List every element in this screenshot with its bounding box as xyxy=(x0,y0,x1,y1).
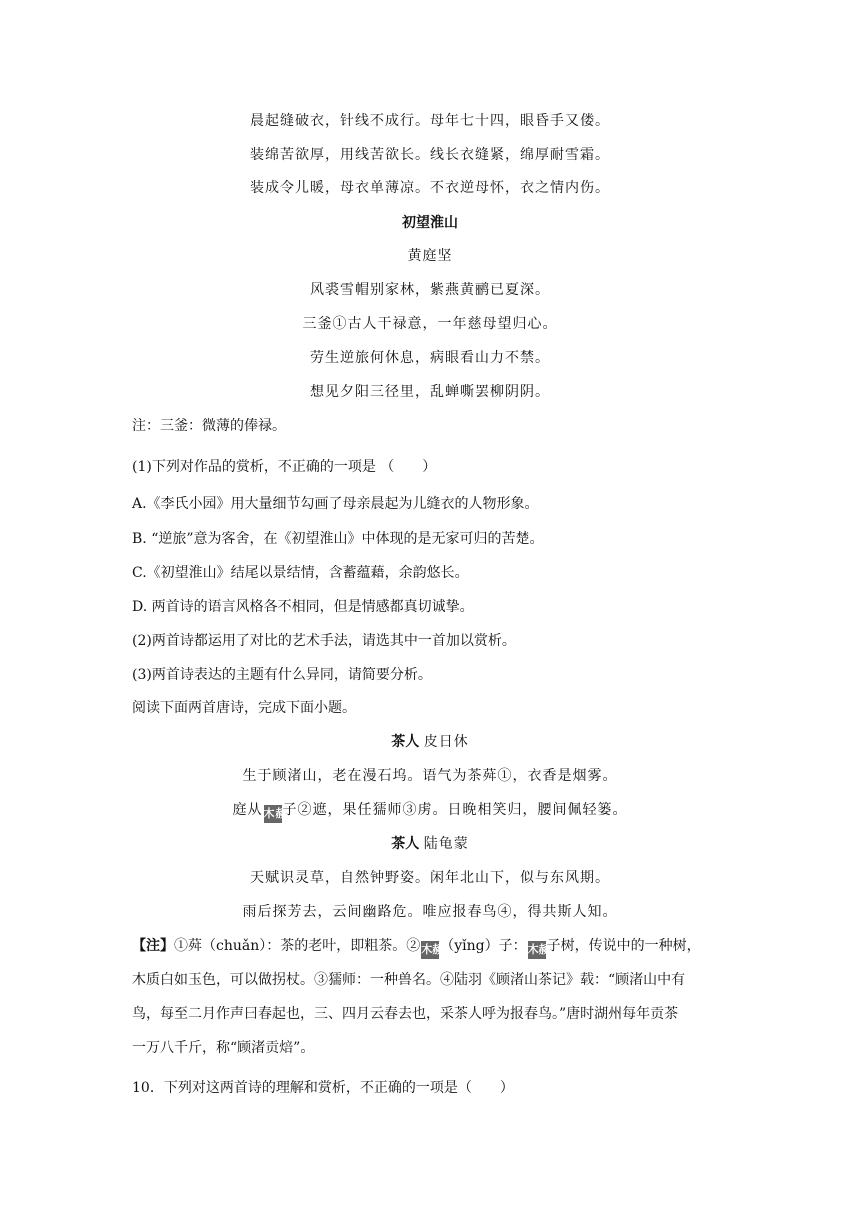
poem-author: 皮日休 xyxy=(423,734,469,750)
poem-line: 装成令儿暖，母衣单薄凉。不衣逆母怀，衣之情内伤。 xyxy=(250,180,610,196)
footnote: 注：三釜：微薄的俸禄。 xyxy=(132,418,286,434)
question-2: (2)两首诗都运用了对比的艺术手法，请选其中一首加以赏析。 xyxy=(132,633,516,649)
text-segment: 庭从 xyxy=(232,802,263,818)
option-d: D. 两首诗的语言风格各不相同，但是情感都真切诚挚。 xyxy=(132,599,474,615)
footnote: 一万八千斤，称“顾渚贡焙”。 xyxy=(132,1040,315,1056)
poem-line: 劳生逆旅何休息，病眼看山力不禁。 xyxy=(310,350,550,366)
text-segment: 子②遮，果任獳师③虏。日晚相笑归，腰间佩轻篓。 xyxy=(282,802,628,818)
option-a: A.《李氏小园》用大量细节勾画了母亲晨起为儿缝衣的人物形象。 xyxy=(132,496,539,512)
poem-line: 三釜①古人干禄意，一年慈母望归心。 xyxy=(302,316,558,332)
option-c: C.《初望淮山》结尾以景结情，含蓄蕴藉，余韵悠长。 xyxy=(132,565,469,581)
poem-line: 生于顾渚山，老在漫石坞。语气为茶荈①，衣香是烟雾。 xyxy=(242,768,618,784)
rare-character-glyph: 木頳 xyxy=(528,941,546,959)
poem-line: 雨后探芳去，云间幽路危。唯应报春鸟④，得共斯人知。 xyxy=(242,904,618,920)
poem-line: 想见夕阳三径里，乱蝉嘶罢柳阴阴。 xyxy=(310,384,550,400)
option-b: B. “逆旅”意为客舍，在《初望淮山》中体现的是无家可归的苦楚。 xyxy=(132,531,544,547)
poem-title: 初望淮山 xyxy=(402,215,458,231)
question-1: (1)下列对作品的赏析，不正确的一项是 （ ） xyxy=(132,459,437,475)
text-segment: ①荈（chuǎn）：茶的老叶，即粗茶。② xyxy=(174,938,421,954)
poem-line: 风裘雪帽别家林，紫燕黄鹂已夏深。 xyxy=(310,282,550,298)
poem-line: 装绵苦欲厚，用线苦欲长。线长衣缝紧，绵厚耐雪霜。 xyxy=(250,147,610,163)
poem-title: 茶人 xyxy=(391,734,420,750)
poem-line xyxy=(0,801,860,823)
poem-author: 陆龟蒙 xyxy=(423,836,469,852)
text-segment: 子树，传说中的一种树， xyxy=(546,938,701,954)
poem-heading xyxy=(0,733,860,751)
poem-heading xyxy=(0,835,860,853)
poem-line: 天赋识灵草，自然钟野姿。闲年北山下，似与东风期。 xyxy=(250,870,610,886)
poem-author: 黄庭坚 xyxy=(407,248,453,264)
poem-line: 晨起缝破衣，针线不成行。母年七十四，眼昏手又偻。 xyxy=(250,113,610,129)
rare-character-glyph: 木頳 xyxy=(421,941,439,959)
text-segment: （yǐng）子： xyxy=(440,938,527,954)
rare-character-glyph: 木頳 xyxy=(264,805,282,823)
footnote: 木质白如玉色，可以做拐杖。③獳师：一种兽名。④陆羽《顾渚山茶记》载：“顾渚山中有 xyxy=(132,972,686,988)
question-10: 10．下列对这两首诗的理解和赏析，不正确的一项是（ ） xyxy=(132,1080,514,1096)
question-3: (3)两首诗表达的主题有什么异同，请简要分析。 xyxy=(132,667,432,683)
poem-title: 茶人 xyxy=(391,836,420,852)
footnote: 鸟，每至二月作声曰春起也，三、四月云春去也，采茶人呼为报春鸟。”唐时湖州每年贡茶 xyxy=(132,1006,679,1022)
reading-instruction: 阅读下面两首唐诗，完成下面小题。 xyxy=(132,700,356,716)
footnote xyxy=(132,937,772,959)
note-label: 【注】 xyxy=(132,938,174,954)
